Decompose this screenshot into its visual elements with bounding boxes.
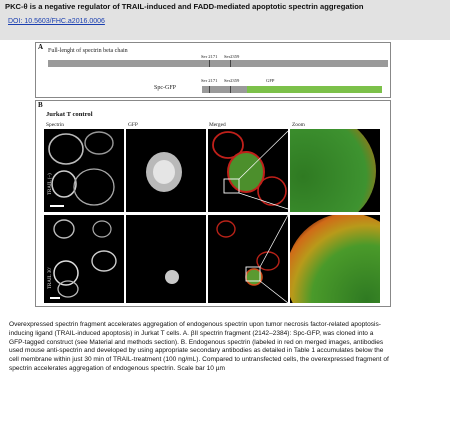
image-spectrin-control (44, 129, 124, 212)
full-length-bar (48, 60, 388, 67)
image-gfp-control (126, 129, 206, 212)
image-merged-trail30 (208, 215, 288, 303)
image-zoom-trail30 (290, 215, 380, 303)
ser-2171-label-construct: Ser 2171 (201, 78, 218, 83)
image-merged-control (208, 129, 288, 212)
ser-2359-label-construct: Ser2359 (224, 78, 240, 83)
doi-link[interactable]: DOI: 10.5603/FHC.a2016.0006 (8, 18, 105, 25)
figure-caption: Overexpressed spectrin fragment accelerates aggregation of endogenous spectrin upon tumor necrosis factor-related apoptosis-inducing ligand (TRAIL-induced apoptosis) in Jurkat T cells. A. βII spectrin fragment (2142–2384): Spc-GFP, was cloned into a GFP-tagged construct (see Material and methods section). B. Endogenous spectrin (labeled in red on merged images, antibodies used mouse anti-spectrin and developed by using appropriate secondary antibodies as detailed in Table 1 accumulates below the cell membrane within just 30 min of TRAIL-treatment (100 ng/mL). Compared to untransfected cells, the overexpressed fragment of spectrin accelerates aggregation of endogenous spectrin. Scale bar 10 µm (9, 321, 389, 372)
image-spectrin-trail30 (44, 215, 124, 303)
scale-bar (50, 297, 60, 299)
ser-2171-label: Ser 2171 (201, 54, 218, 59)
row-label-trail-30: TRAIL 30' (48, 267, 53, 289)
image-zoom-control (290, 129, 380, 212)
ser-2359-marker (230, 60, 231, 67)
panel-b-title: Jurkat T control (46, 111, 93, 118)
column-header-gfp: GFP (128, 122, 138, 128)
panel-a-label: A (38, 43, 44, 51)
column-header-merged: Merged (209, 122, 226, 128)
panel-b (35, 100, 391, 307)
header-bar (0, 0, 450, 40)
row-label-trail-control: TRAIL (–) (48, 173, 53, 195)
image-gfp-trail30 (126, 215, 206, 303)
article-title: PKC-θ is a negative regulator of TRAIL-induced and FADD-mediated apoptotic spectrin aggregation (5, 2, 364, 11)
scale-bar (50, 205, 64, 207)
figure (35, 40, 391, 308)
ser-2359-label: Ser2359 (224, 54, 240, 59)
full-length-label: Full-lenght of spectrin beta chain (48, 48, 128, 54)
ser-2171-marker (209, 60, 210, 67)
column-header-zoom: Zoom (292, 122, 305, 128)
panel-b-label: B (38, 101, 43, 109)
panel-a (35, 42, 391, 98)
spc-gfp-label: Spc-GFP (154, 85, 177, 91)
column-header-spectrin: Spectrin (46, 122, 64, 128)
gfp-bar (247, 86, 382, 93)
ser-2359-construct-marker (230, 86, 231, 93)
ser-2171-construct-marker (209, 86, 210, 93)
gfp-label: GFP (266, 78, 275, 83)
